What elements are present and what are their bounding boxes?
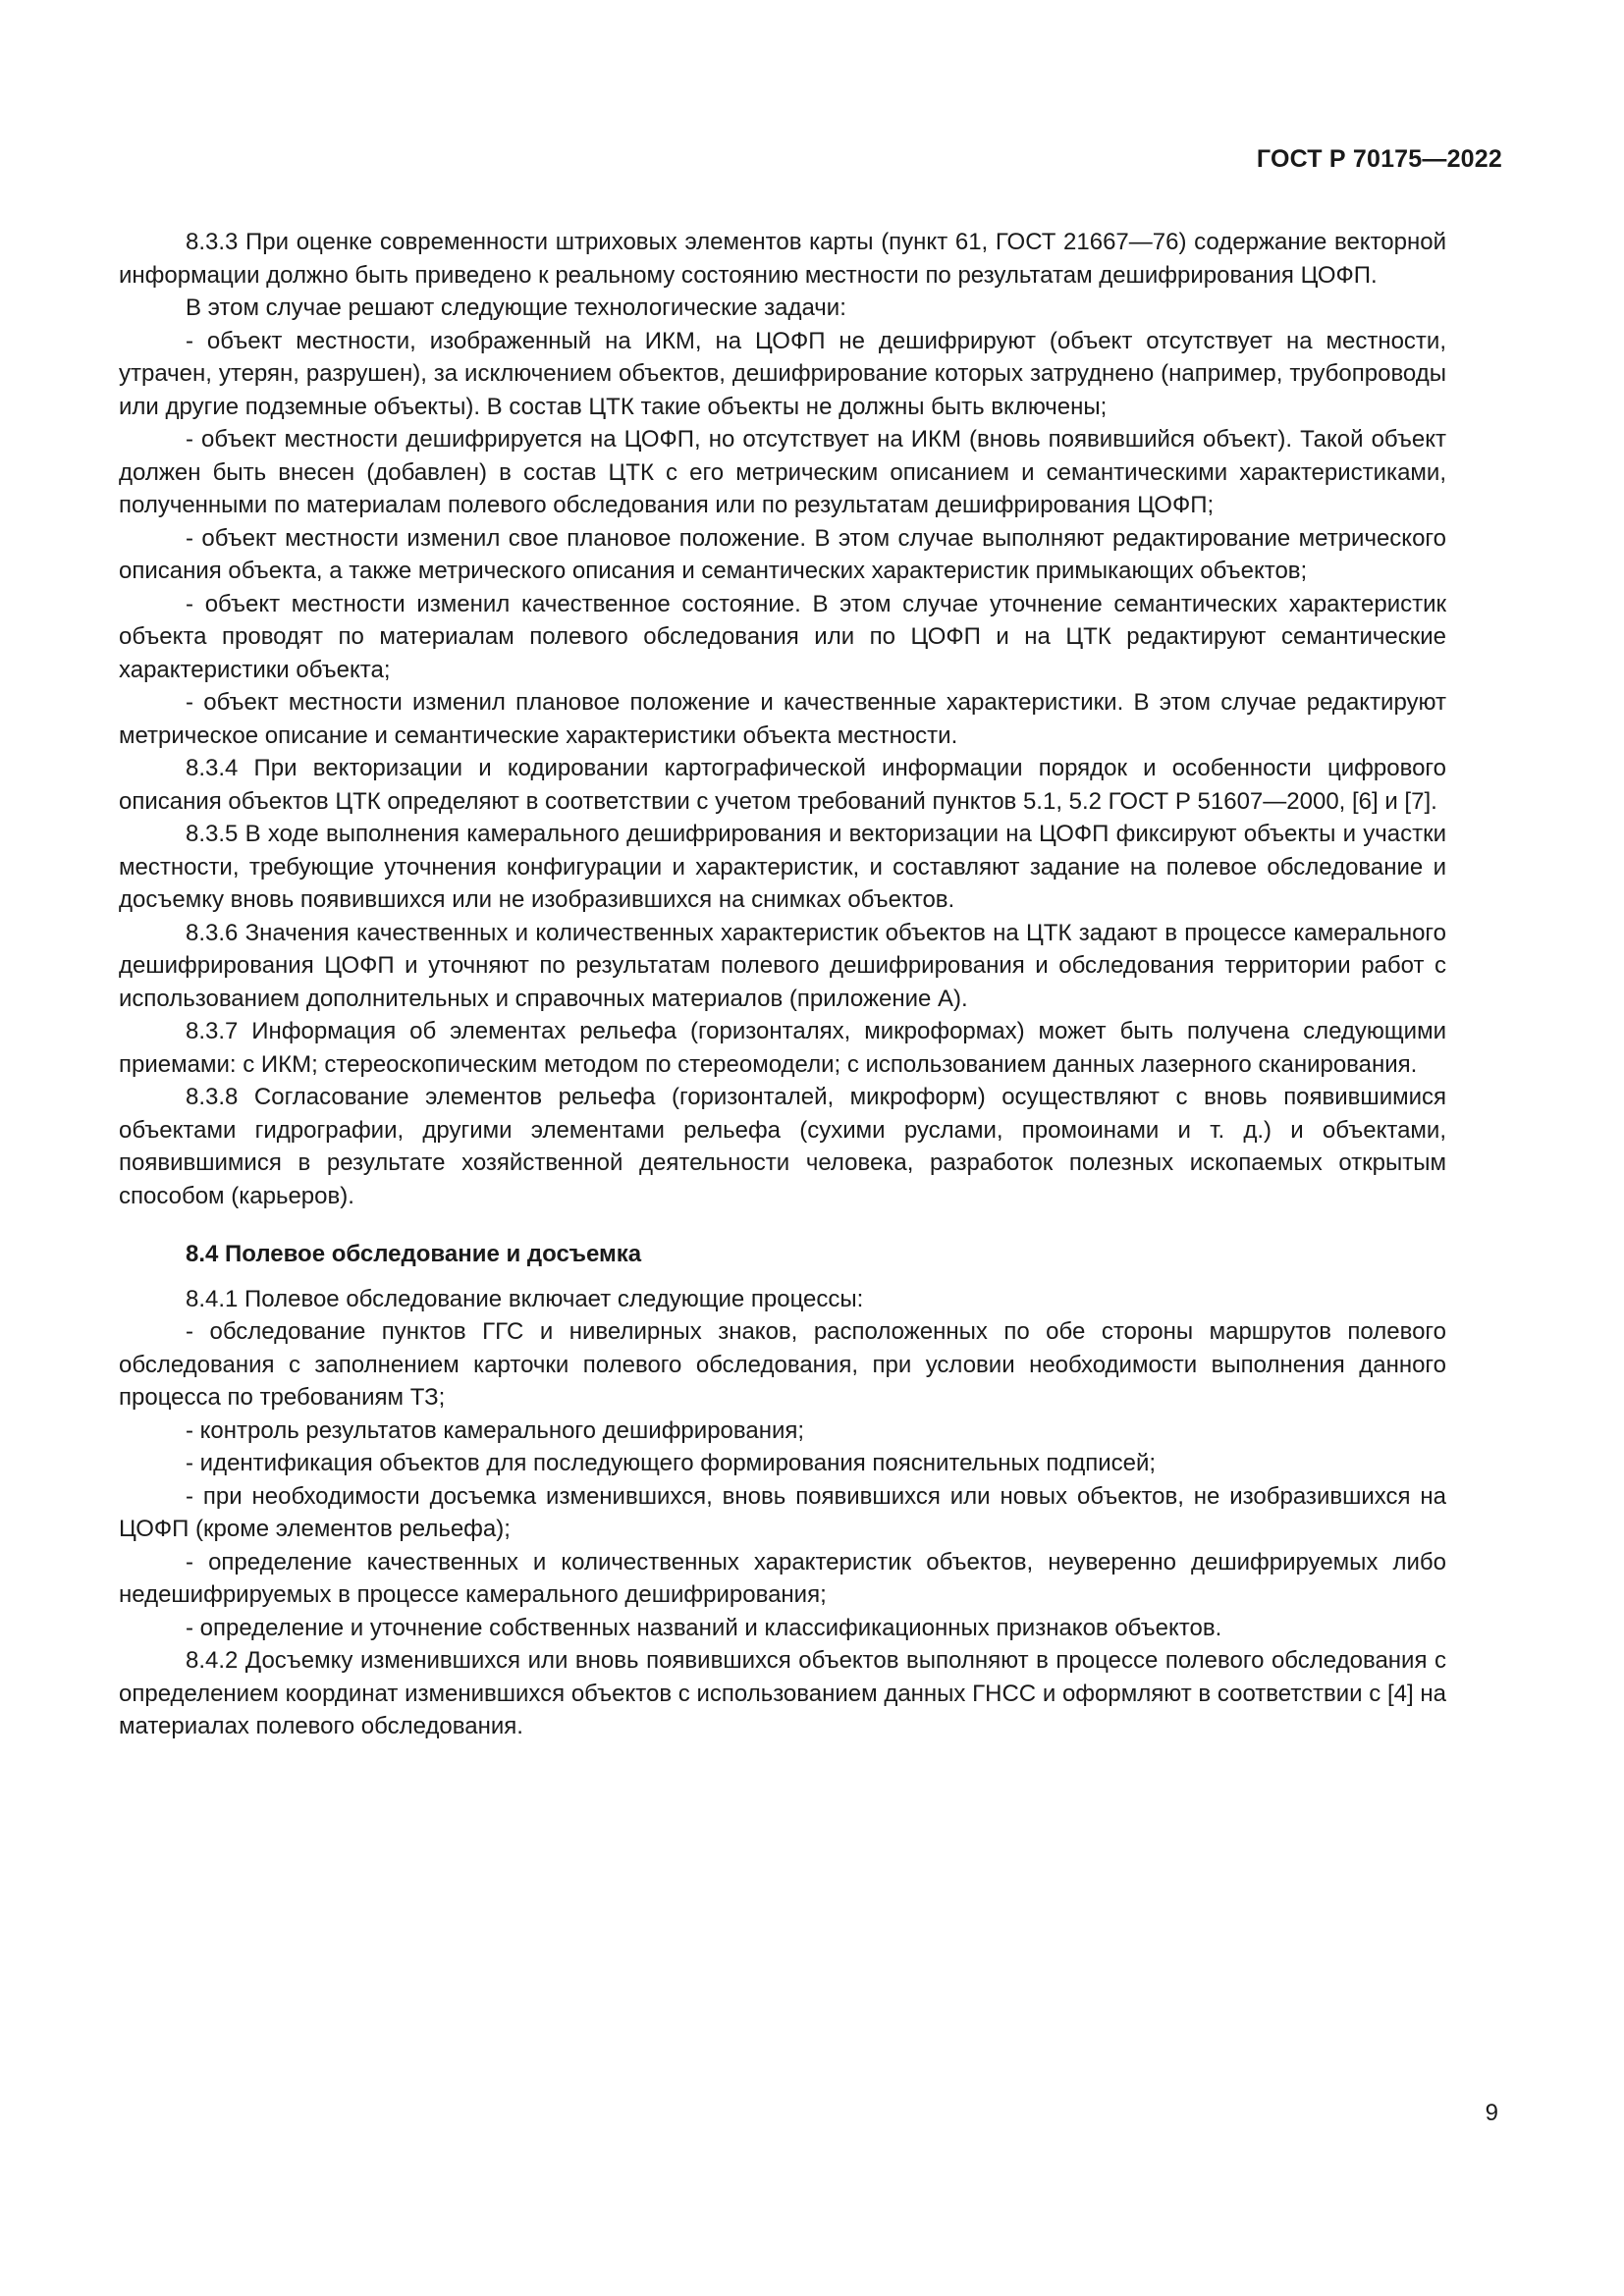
paragraph-8-3-3: 8.3.3 При оценке современности штриховых элементов карты (пункт 61, ГОСТ 21667—76) содержание векторной информации должно быть приведено к реальному состоянию местности по результатам дешифрирования ЦОФП. [119, 229, 1446, 289]
list-item: - объект местности изменил свое плановое положение. В этом случае выполняют редактирование метрического описания объекта, а также метрического описания и семантических характеристик примыкающих объектов; [119, 524, 1446, 584]
list-item: - объект местности изменил плановое положение и качественные характеристики. В этом случае редактируют метрическое описание и семантические характеристики объекта местности. [119, 689, 1446, 749]
list-item: - объект местности дешифрируется на ЦОФП, но отсутствует на ИКМ (вновь появившийся объект). Такой объект должен быть внесен (добавлен) в состав ЦТК с его метрическим описанием и семантическими характеристиками, полученными по материалам полевого обследования или по результатам дешифрирования ЦОФП; [119, 426, 1446, 518]
section-heading-8-4: 8.4 Полевое обследование и досъемка [186, 1241, 642, 1267]
paragraph: В этом случае решают следующие технологические задачи: [186, 294, 846, 321]
paragraph-8-4-2: 8.4.2 Досъемку изменившихся или вновь появившихся объектов выполняют в процессе полевого обследования с определением координат изменившихся объектов с использованием данных ГНСС и оформляют в соответствии с [4] на материалах полевого обследования. [119, 1647, 1446, 1739]
paragraph-8-3-5: 8.3.5 В ходе выполнения камерального дешифрирования и векторизации на ЦОФП фиксируют объекты и участки местности, требующие уточнения конфигурации и характеристик, и составляют задание на полевое обследование и досъемку вновь появившихся или не изобразившихся на снимках объектов. [119, 821, 1446, 913]
paragraph-8-3-4: 8.3.4 При векторизации и кодировании картографической информации порядок и особенности цифрового описания объектов ЦТК определяют в соответствии с учетом требований пунктов 5.1, 5.2 ГОСТ Р 51607—2000, [6] и [7]. [119, 755, 1446, 815]
list-item: - идентификация объектов для последующего формирования пояснительных подписей; [186, 1450, 1157, 1476]
paragraph-8-4-1: 8.4.1 Полевое обследование включает следующие процессы: [186, 1285, 864, 1312]
document-body [119, 226, 1446, 1743]
list-item: - объект местности изменил качественное состояние. В этом случае уточнение семантических характеристик объекта проводят по материалам полевого обследования или по ЦОФП и на ЦТК редактируют семантические характеристики объекта; [119, 590, 1446, 683]
list-item: - контроль результатов камерального дешифрирования; [186, 1416, 805, 1444]
list-item: - определение качественных и количественных характеристик объектов, неуверенно дешифрируемых либо недешифрируемых в процессе камерального дешифрирования; [119, 1548, 1446, 1608]
list-item: - объект местности, изображенный на ИКМ, на ЦОФП не дешифрируют (объект отсутствует на местности, утрачен, утерян, разрушен), за исключением объектов, дешифрирование которых затруднено (например, трубопроводы или другие подземные объекты). В состав ЦТК такие объекты не должны быть включены; [119, 327, 1446, 420]
page-number: 9 [1485, 2100, 1498, 2126]
paragraph-8-3-8: 8.3.8 Согласование элементов рельефа (горизонталей, микроформ) осуществляют с вновь появившимися объектами гидрографии, другими элементами рельефа (сухими руслами, промоинами и т. д.) и объектами, появившимися в результате хозяйственной деятельности человека, разработок полезных ископаемых открытым способом (карьеров). [119, 1084, 1446, 1209]
list-item: - определение и уточнение собственных названий и классификационных признаков объектов. [186, 1614, 1222, 1641]
paragraph-8-3-7: 8.3.7 Информация об элементах рельефа (горизонталях, микроформах) может быть получена следующими приемами: с ИКМ; стереоскопическим методом по стереомодели; с использованием данных лазерного сканирования. [119, 1018, 1446, 1078]
list-item: - при необходимости досъемка изменившихся, вновь появившихся или новых объектов, не изобразившихся на ЦОФП (кроме элементов рельефа); [119, 1482, 1446, 1542]
document-header: ГОСТ Р 70175—2022 [1256, 145, 1502, 173]
list-item: - обследование пунктов ГГС и нивелирных знаков, расположенных по обе стороны маршрутов полевого обследования с заполнением карточки полевого обследования, при условии необходимости выполнения данного процесса по требованиям ТЗ; [119, 1318, 1446, 1411]
paragraph-8-3-6: 8.3.6 Значения качественных и количественных характеристик объектов на ЦТК задают в процессе камерального дешифрирования ЦОФП и уточняют по результатам полевого дешифрирования и обследования территории работ с использованием дополнительных и справочных материалов (приложение А). [119, 919, 1446, 1012]
